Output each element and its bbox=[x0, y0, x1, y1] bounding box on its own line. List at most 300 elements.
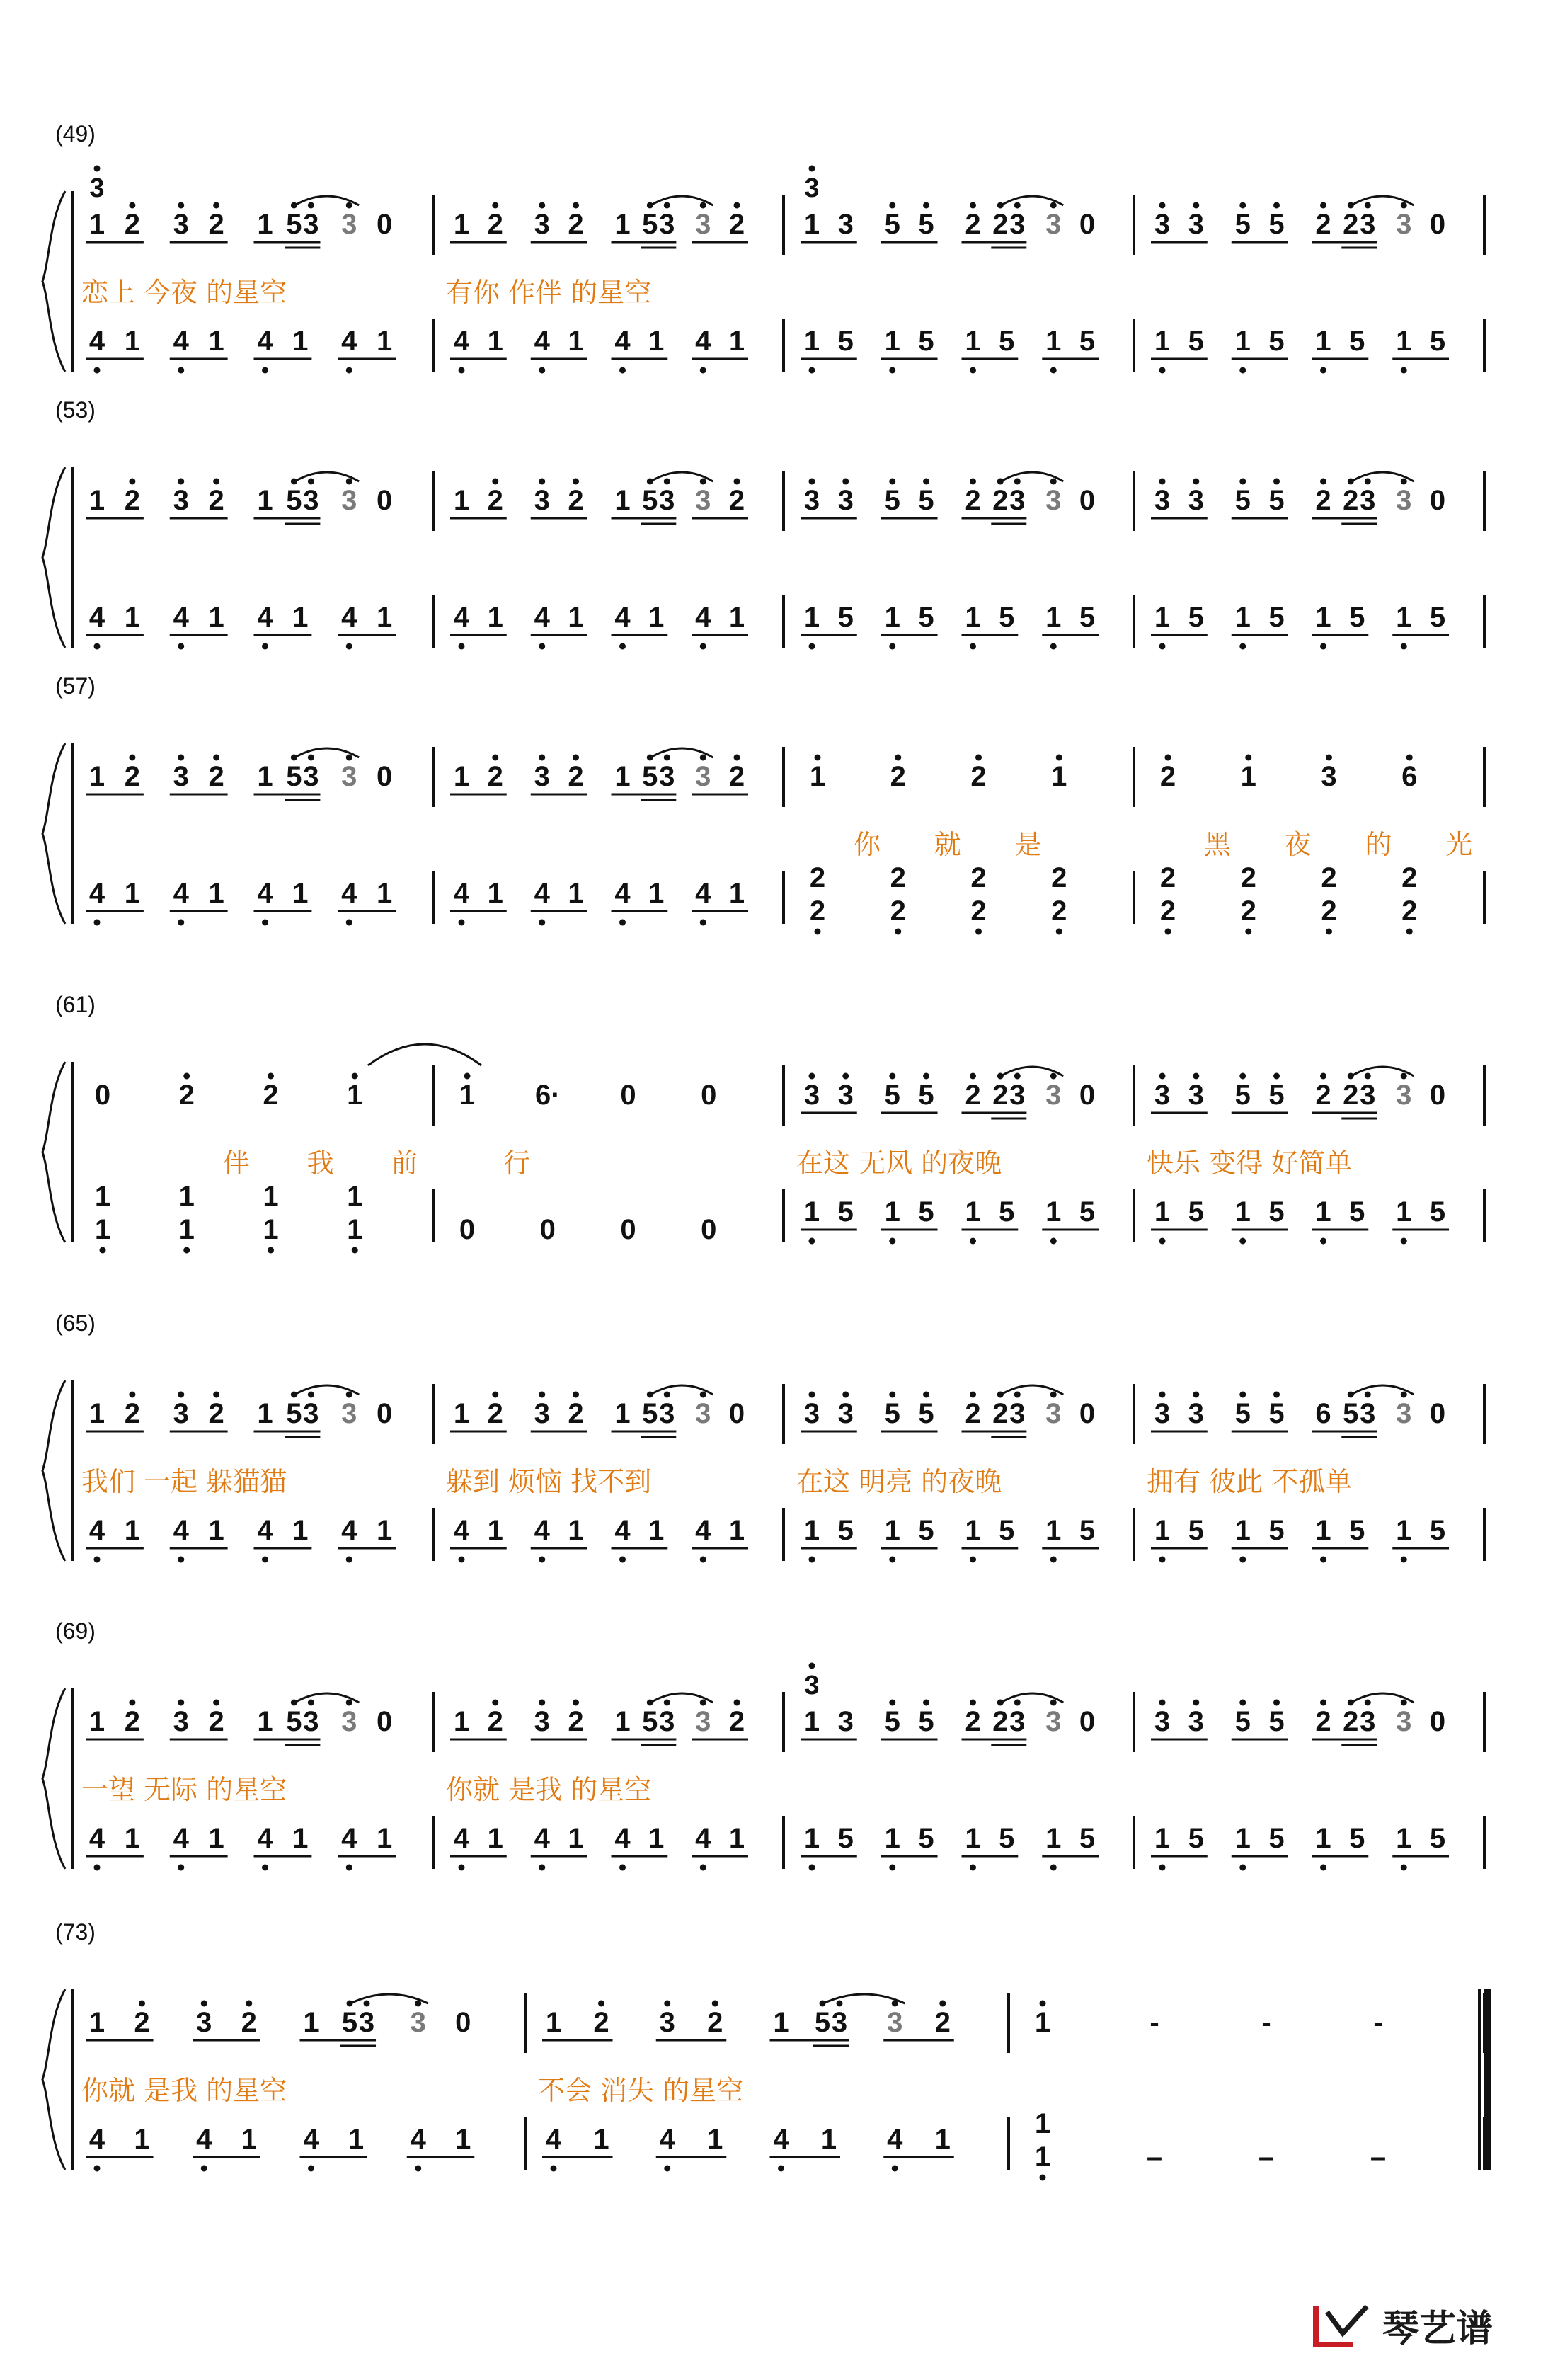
bass-note: 2 bbox=[809, 862, 826, 893]
bass-note: 1 bbox=[1045, 1515, 1062, 1546]
note: 2 bbox=[728, 761, 745, 792]
bass-note: 1 bbox=[292, 1823, 309, 1854]
bass-note: 5 bbox=[1268, 1823, 1285, 1854]
bass-note: 1 bbox=[728, 878, 745, 909]
octave-dot-low bbox=[94, 1557, 101, 1563]
bass-note: 2 bbox=[1159, 862, 1176, 893]
note: 3 bbox=[1009, 1706, 1026, 1737]
octave-dot-low bbox=[809, 1865, 815, 1871]
bass-note: 5 bbox=[1188, 1823, 1204, 1854]
octave-dot-low bbox=[178, 643, 184, 650]
tied-note: 3 bbox=[1045, 1706, 1062, 1737]
bass-note: 1 bbox=[263, 1181, 279, 1212]
tied-note: 3 bbox=[341, 209, 357, 240]
bass-note: 5 bbox=[1188, 1196, 1204, 1228]
note: 2 bbox=[487, 209, 503, 240]
octave-dot bbox=[1193, 1073, 1199, 1080]
octave-dot bbox=[1365, 1700, 1371, 1706]
note: 3 bbox=[837, 1080, 854, 1111]
octave-dot bbox=[1014, 1073, 1021, 1080]
note: 2 bbox=[124, 485, 140, 516]
note: 2 bbox=[728, 485, 745, 516]
note: 5 bbox=[918, 1706, 934, 1737]
note: 1 bbox=[257, 1706, 273, 1737]
octave-dot bbox=[712, 2001, 718, 2007]
bass-note: 1 bbox=[292, 326, 309, 357]
note: 3 bbox=[1360, 1398, 1376, 1429]
note: 0 bbox=[1079, 485, 1096, 516]
lyric: 拥有 彼此 不孤单 bbox=[1147, 1466, 1353, 1497]
octave-dot bbox=[970, 1392, 976, 1398]
octave-dot bbox=[308, 202, 314, 209]
octave-dot-low bbox=[308, 2166, 314, 2172]
octave-dot bbox=[1050, 479, 1057, 485]
tied-note: 3 bbox=[341, 485, 357, 516]
bass-note: 5 bbox=[837, 326, 854, 357]
bass-note: 5 bbox=[1268, 602, 1285, 633]
octave-dot bbox=[539, 1392, 545, 1398]
octave-dot bbox=[923, 479, 929, 485]
bass-note: 4 bbox=[341, 326, 357, 357]
note: 3 bbox=[303, 1706, 319, 1737]
measure-number: (65) bbox=[55, 1310, 96, 1336]
octave-dot-low bbox=[1159, 1238, 1166, 1245]
bass-note: 4 bbox=[173, 878, 189, 909]
bass-note: 1 bbox=[568, 602, 584, 633]
octave-dot-low bbox=[700, 920, 706, 926]
bass-note: 2 bbox=[1321, 896, 1337, 927]
note: 3 bbox=[831, 2007, 848, 2038]
octave-dot bbox=[1365, 202, 1371, 209]
octave-dot bbox=[492, 1700, 498, 1706]
octave-dot-low bbox=[889, 1238, 895, 1245]
note: 3 bbox=[1154, 1706, 1171, 1737]
note: 3 bbox=[837, 209, 854, 240]
note: 3 bbox=[303, 761, 319, 792]
note: 2 bbox=[965, 485, 981, 516]
note: 3 bbox=[358, 2007, 375, 2038]
rest: 0 bbox=[701, 1214, 717, 1245]
note: 1 bbox=[803, 1706, 820, 1737]
bass-note: 5 bbox=[837, 1515, 854, 1546]
bass-note: 2 bbox=[1051, 862, 1067, 893]
bass-note: 1 bbox=[1045, 1823, 1062, 1854]
cue-note: 3 bbox=[89, 173, 105, 203]
brace bbox=[42, 1989, 65, 2170]
octave-dot bbox=[201, 2001, 207, 2007]
note: 5 bbox=[884, 209, 900, 240]
note: 5 bbox=[286, 761, 302, 792]
bass-note: 4 bbox=[534, 1823, 550, 1854]
bass-note: 4 bbox=[341, 602, 357, 633]
bass-note: 5 bbox=[1268, 1515, 1285, 1546]
note: 3 bbox=[659, 485, 675, 516]
bass-note: 1 bbox=[347, 1181, 363, 1212]
bass-note: 4 bbox=[534, 878, 550, 909]
octave-dot bbox=[1365, 479, 1371, 485]
note: 2 bbox=[934, 2007, 951, 2038]
note: 3 bbox=[534, 485, 550, 516]
brace bbox=[42, 743, 65, 924]
bass-note: 1 bbox=[208, 602, 224, 633]
bass-note: 1 bbox=[1396, 1515, 1412, 1546]
octave-dot bbox=[1014, 1392, 1021, 1398]
note: 5 bbox=[286, 1398, 302, 1429]
octave-dot-low bbox=[1050, 643, 1057, 650]
octave-dot-low bbox=[1401, 1865, 1407, 1871]
octave-dot bbox=[213, 202, 219, 209]
octave-dot bbox=[178, 755, 184, 761]
bass-note: 4 bbox=[257, 326, 273, 357]
lyric: 快乐 变得 好简单 bbox=[1147, 1148, 1353, 1179]
octave-dot-low bbox=[1406, 929, 1413, 935]
bass-note: 1 bbox=[1034, 2141, 1051, 2173]
note: 0 bbox=[377, 761, 393, 792]
octave-dot-low bbox=[1050, 1238, 1057, 1245]
note: 2 bbox=[208, 1706, 224, 1737]
phrase-tie bbox=[368, 1044, 481, 1065]
lyric: 你就 是我 的星空 bbox=[81, 2075, 287, 2106]
bass-note: 4 bbox=[88, 1515, 105, 1546]
bass-note: 1 bbox=[965, 326, 981, 357]
octave-dot bbox=[1365, 1392, 1371, 1398]
octave-dot-low bbox=[1056, 929, 1062, 935]
octave-dot-low bbox=[970, 1865, 976, 1871]
note: 2 bbox=[487, 761, 503, 792]
bass-note: 2 bbox=[1401, 862, 1418, 893]
octave-dot-low bbox=[970, 643, 976, 650]
bass-note: 4 bbox=[545, 2124, 562, 2155]
bass-note: 2 bbox=[1321, 862, 1337, 893]
octave-dot bbox=[129, 1392, 135, 1398]
octave-dot bbox=[923, 1073, 929, 1080]
bass-note: 4 bbox=[695, 326, 711, 357]
bass-note: 1 bbox=[208, 1823, 224, 1854]
note: 5 bbox=[1234, 1706, 1251, 1737]
octave-dot-low bbox=[619, 1865, 626, 1871]
note: 1 bbox=[347, 1080, 363, 1111]
octave-dot-low bbox=[178, 920, 184, 926]
octave-dot bbox=[895, 755, 901, 761]
bass-note: 1 bbox=[487, 878, 503, 909]
octave-dot bbox=[970, 1073, 976, 1080]
cue-note: 3 bbox=[804, 173, 820, 203]
octave-dot-low bbox=[178, 1557, 184, 1563]
note: 2 bbox=[728, 1706, 745, 1737]
octave-dot-low bbox=[268, 1247, 274, 1254]
note: 1 bbox=[88, 1706, 105, 1737]
tied-note: 3 bbox=[887, 2007, 903, 2038]
bass-note: 4 bbox=[773, 2124, 789, 2155]
octave-dot-low bbox=[352, 1247, 358, 1254]
bass-note: 1 bbox=[1045, 602, 1062, 633]
bass-note: 1 bbox=[377, 1515, 393, 1546]
octave-dot-low bbox=[459, 367, 465, 374]
octave-dot bbox=[129, 755, 135, 761]
note: 5 bbox=[1268, 1080, 1285, 1111]
lyric: 我 bbox=[306, 1148, 334, 1179]
note: 3 bbox=[534, 1706, 550, 1737]
note: 2 bbox=[124, 1706, 140, 1737]
octave-dot bbox=[923, 1392, 929, 1398]
bass-note: 1 bbox=[568, 326, 584, 357]
bass-note: 1 bbox=[1315, 1196, 1331, 1228]
watermark-text: 琴艺谱 bbox=[1382, 2308, 1493, 2350]
octave-dot bbox=[1050, 1073, 1057, 1080]
octave-dot-low bbox=[459, 1865, 465, 1871]
note: 2 bbox=[1315, 209, 1331, 240]
bass-note: 4 bbox=[341, 1515, 357, 1546]
bass-note: 1 bbox=[263, 1214, 279, 1245]
bass-note: 5 bbox=[1429, 1515, 1446, 1546]
octave-dot bbox=[1159, 202, 1166, 209]
octave-dot bbox=[573, 479, 579, 485]
octave-dot-low bbox=[415, 2166, 421, 2172]
octave-dot bbox=[1050, 1700, 1057, 1706]
octave-dot-low bbox=[1320, 643, 1326, 650]
bass-note: 1 bbox=[348, 2124, 365, 2155]
octave-dot-low bbox=[539, 1557, 545, 1563]
octave-dot-low bbox=[262, 1865, 268, 1871]
brace bbox=[42, 1062, 65, 1242]
octave-dot bbox=[1239, 479, 1246, 485]
note: 1 bbox=[1034, 2007, 1051, 2038]
bass-note: 4 bbox=[88, 1823, 105, 1854]
octave-dot-low bbox=[539, 920, 545, 926]
bass-note: 1 bbox=[1045, 1196, 1062, 1228]
octave-dot-low bbox=[459, 1557, 465, 1563]
hold-dash: – bbox=[1370, 2141, 1387, 2173]
bass-note: 5 bbox=[837, 602, 854, 633]
tied-note: 3 bbox=[1045, 1080, 1062, 1111]
note: 2 bbox=[568, 761, 584, 792]
note: 2 bbox=[134, 2007, 150, 2038]
note: 0 bbox=[728, 1398, 745, 1429]
note: 3 bbox=[1188, 1706, 1204, 1737]
bass-note: 1 bbox=[568, 1823, 584, 1854]
note: 2 bbox=[178, 1080, 195, 1111]
bass-note: 1 bbox=[728, 326, 745, 357]
note: 0 bbox=[620, 1080, 636, 1111]
bass-note: 1 bbox=[728, 1823, 745, 1854]
octave-dot bbox=[598, 2001, 604, 2007]
note: 2 bbox=[970, 761, 987, 792]
octave-dot-low bbox=[346, 643, 352, 650]
octave-dot bbox=[308, 1700, 314, 1706]
octave-dot bbox=[1273, 1392, 1280, 1398]
note: 1 bbox=[257, 761, 273, 792]
note: 5 bbox=[1343, 1398, 1359, 1429]
octave-dot bbox=[842, 1392, 849, 1398]
octave-dot bbox=[1273, 202, 1280, 209]
octave-dot bbox=[809, 1392, 815, 1398]
bass-note: 1 bbox=[347, 1214, 363, 1245]
note: 2 bbox=[568, 1398, 584, 1429]
bass-note: 1 bbox=[124, 602, 140, 633]
bass-note: 4 bbox=[887, 2124, 903, 2155]
bass-note: 1 bbox=[178, 1214, 195, 1245]
octave-dot-low bbox=[262, 367, 268, 374]
bass-note: 4 bbox=[534, 326, 550, 357]
note: 2 bbox=[208, 1398, 224, 1429]
note: 2 bbox=[568, 209, 584, 240]
note: 5 bbox=[1234, 485, 1251, 516]
note: 0 bbox=[1079, 1080, 1096, 1111]
octave-dot-low bbox=[1326, 929, 1332, 935]
tied-note: 3 bbox=[695, 209, 711, 240]
note: 3 bbox=[803, 1080, 820, 1111]
note: 1 bbox=[545, 2007, 562, 2038]
bass-note: 5 bbox=[1268, 326, 1285, 357]
octave-dot bbox=[815, 755, 821, 761]
note: 1 bbox=[88, 485, 105, 516]
octave-dot bbox=[573, 1392, 579, 1398]
bass-note: 1 bbox=[965, 1515, 981, 1546]
hold-dash: – bbox=[1258, 2141, 1275, 2173]
bass-note: 1 bbox=[568, 1515, 584, 1546]
bass-note: 1 bbox=[803, 1515, 820, 1546]
octave-dot-low bbox=[459, 920, 465, 926]
bass-note: 4 bbox=[659, 2124, 675, 2155]
bass-note: 1 bbox=[1154, 1515, 1171, 1546]
octave-dot-low bbox=[1159, 643, 1166, 650]
octave-dot-low bbox=[178, 367, 184, 374]
bass-note: 5 bbox=[1188, 602, 1204, 633]
lyric: 一望 无际 的星空 bbox=[81, 1774, 287, 1805]
note: 1 bbox=[614, 209, 631, 240]
note: 3 bbox=[303, 485, 319, 516]
octave-dot bbox=[664, 2001, 670, 2007]
lyric: 夜 bbox=[1284, 829, 1312, 860]
tied-note: 3 bbox=[695, 1398, 711, 1429]
octave-dot-low bbox=[1050, 367, 1057, 374]
rest: 0 bbox=[620, 1214, 636, 1245]
note: 3 bbox=[1360, 1080, 1376, 1111]
octave-dot bbox=[539, 479, 545, 485]
note: 2 bbox=[965, 1706, 981, 1737]
octave-dot bbox=[573, 1700, 579, 1706]
note: 3 bbox=[1360, 209, 1376, 240]
bass-note: 5 bbox=[1349, 1823, 1365, 1854]
bass-note: 5 bbox=[1268, 1196, 1285, 1228]
octave-dot-low bbox=[346, 367, 352, 374]
tied-note: 3 bbox=[410, 2007, 426, 2038]
bass-note: 4 bbox=[341, 1823, 357, 1854]
note: 2 bbox=[124, 209, 140, 240]
note: 1 bbox=[1051, 761, 1067, 792]
octave-dot-low bbox=[1050, 1865, 1057, 1871]
bass-note: 1 bbox=[94, 1181, 111, 1212]
bass-note: 5 bbox=[999, 1823, 1015, 1854]
octave-dot bbox=[346, 1700, 352, 1706]
note: 1 bbox=[453, 761, 470, 792]
bass-note: 1 bbox=[241, 2124, 257, 2155]
note: 3 bbox=[659, 209, 675, 240]
lyric: 你就 是我 的星空 bbox=[446, 1774, 652, 1805]
octave-dot-low bbox=[1401, 643, 1407, 650]
bass-note: 4 bbox=[303, 2124, 319, 2155]
tied-note: 3 bbox=[1045, 485, 1062, 516]
octave-dot bbox=[809, 1073, 815, 1080]
bass-note: 5 bbox=[1429, 602, 1446, 633]
note: 3 bbox=[659, 761, 675, 792]
note: 3 bbox=[837, 485, 854, 516]
bass-note: 5 bbox=[999, 326, 1015, 357]
note: 5 bbox=[1268, 1398, 1285, 1429]
lyric: 就 bbox=[934, 829, 961, 860]
octave-dot bbox=[1401, 1392, 1407, 1398]
octave-dot bbox=[939, 2001, 946, 2007]
hold-dash: – bbox=[1146, 2141, 1163, 2173]
bass-note: 2 bbox=[890, 896, 906, 927]
octave-dot bbox=[700, 202, 706, 209]
octave-dot bbox=[700, 479, 706, 485]
note: 5 bbox=[1268, 1706, 1285, 1737]
octave-dot bbox=[1014, 1700, 1021, 1706]
octave-dot bbox=[1406, 755, 1413, 761]
octave-dot bbox=[1040, 2001, 1046, 2007]
bass-note: 4 bbox=[695, 878, 711, 909]
octave-dot bbox=[539, 202, 545, 209]
bass-note: 1 bbox=[292, 1515, 309, 1546]
bass-note: 1 bbox=[884, 602, 900, 633]
bass-note: 5 bbox=[1349, 1515, 1365, 1546]
bass-note: 1 bbox=[1234, 1823, 1251, 1854]
note: 3 bbox=[1321, 761, 1337, 792]
note: 3 bbox=[1154, 485, 1171, 516]
bass-note: 1 bbox=[965, 1823, 981, 1854]
octave-dot bbox=[1014, 202, 1021, 209]
octave-dot bbox=[1401, 202, 1407, 209]
octave-dot bbox=[178, 479, 184, 485]
note: - bbox=[1373, 2007, 1383, 2038]
note: 3 bbox=[173, 209, 189, 240]
note: 2 bbox=[1343, 485, 1359, 516]
note: 2 bbox=[263, 1080, 279, 1111]
note: 3 bbox=[303, 1398, 319, 1429]
note: 3 bbox=[173, 485, 189, 516]
tied-note: 3 bbox=[341, 1398, 357, 1429]
octave-dot bbox=[809, 166, 815, 172]
note: 0 bbox=[701, 1080, 717, 1111]
bass-note: 5 bbox=[1079, 326, 1096, 357]
bass-note: 1 bbox=[648, 1823, 665, 1854]
octave-dot bbox=[1239, 1073, 1246, 1080]
tied-note: 3 bbox=[1396, 1080, 1412, 1111]
octave-dot-low bbox=[551, 2166, 557, 2172]
bass-note: 4 bbox=[257, 878, 273, 909]
brace bbox=[42, 467, 65, 648]
bass-note: 1 bbox=[124, 326, 140, 357]
note: 3 bbox=[1009, 1398, 1026, 1429]
bass-note: 4 bbox=[614, 602, 631, 633]
bass-note: 4 bbox=[88, 878, 105, 909]
octave-dot-low bbox=[262, 643, 268, 650]
octave-dot-low bbox=[700, 367, 706, 374]
note: 5 bbox=[884, 1080, 900, 1111]
note: 3 bbox=[303, 209, 319, 240]
bass-note: 1 bbox=[178, 1181, 195, 1212]
bass-note: 1 bbox=[803, 1823, 820, 1854]
note: 2 bbox=[208, 761, 224, 792]
note: 3 bbox=[1009, 485, 1026, 516]
octave-dot-low bbox=[619, 643, 626, 650]
octave-dot-low bbox=[94, 2166, 101, 2172]
octave-dot bbox=[842, 479, 849, 485]
bass-note: 4 bbox=[614, 1823, 631, 1854]
note: 2 bbox=[992, 485, 1009, 516]
note: 5 bbox=[642, 1706, 658, 1737]
